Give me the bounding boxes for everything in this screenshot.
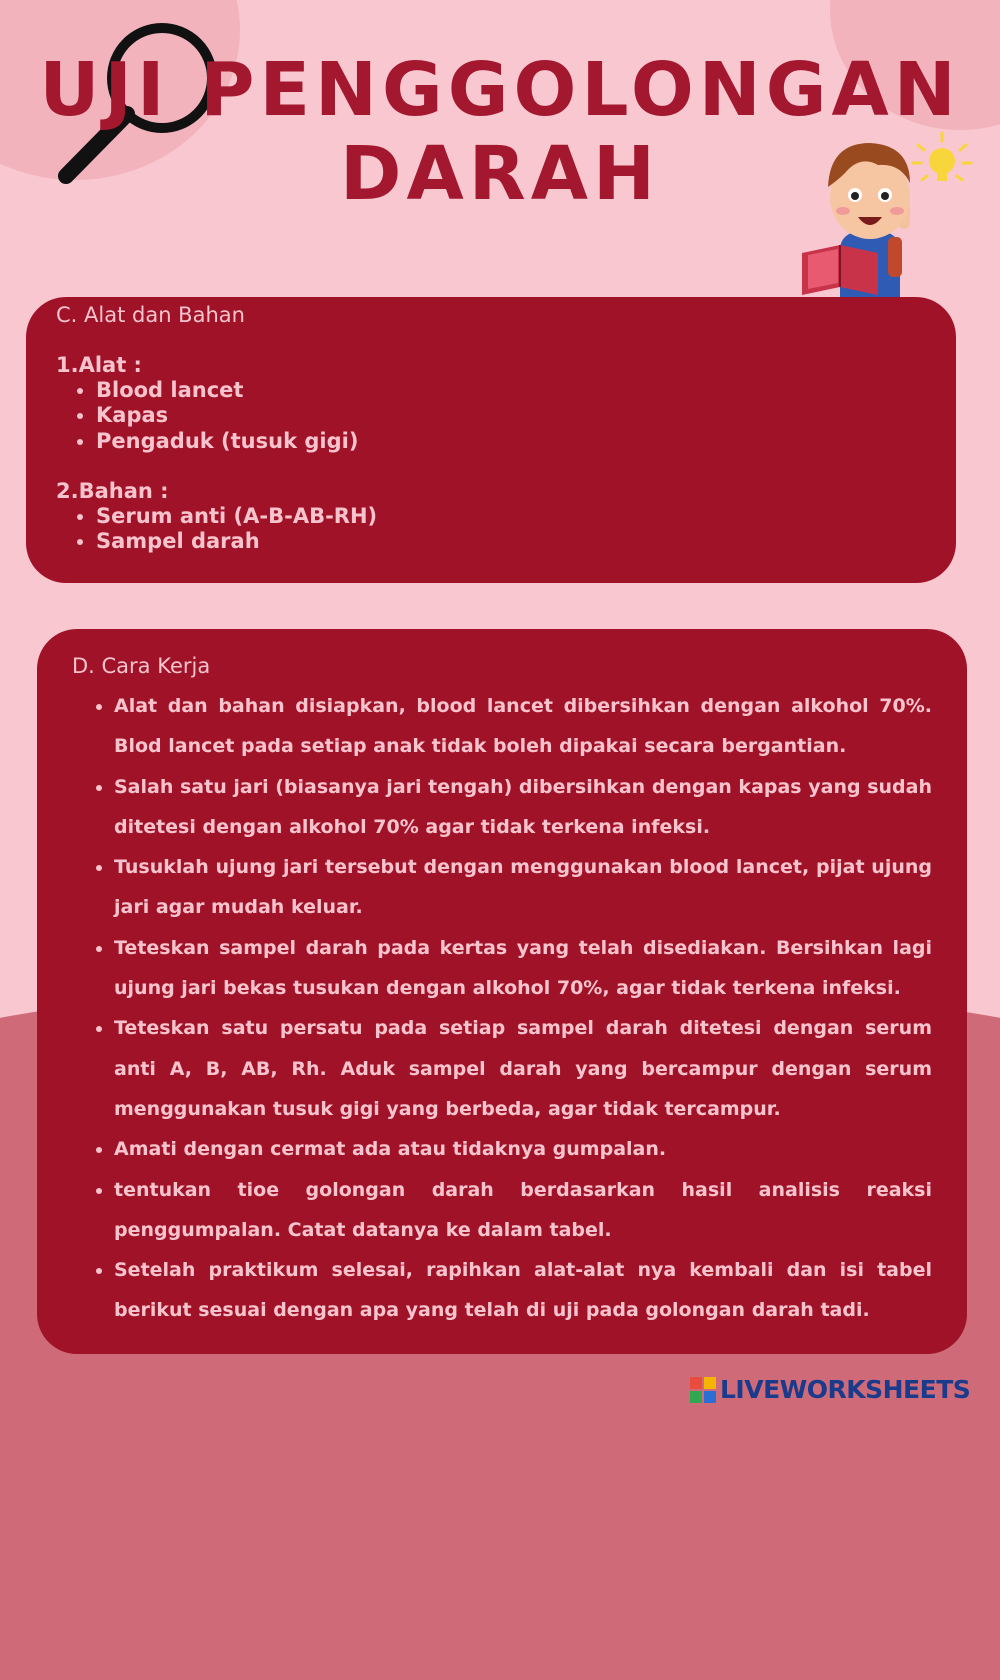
liveworksheets-logo-icon: [690, 1377, 716, 1403]
alat-item: • Kapas: [96, 403, 926, 428]
section-c-heading: C. Alat dan Bahan: [56, 303, 245, 327]
alat-item: • Pengaduk (tusuk gigi): [96, 429, 926, 454]
procedure-step: • Amati dengan cermat ada atau tidaknya gumpalan.: [114, 1129, 932, 1169]
procedure-card: [37, 629, 967, 1354]
liveworksheets-wordmark: LIVEWORKSHEETS: [720, 1375, 971, 1404]
procedure-step: • Salah satu jari (biasanya jari tengah) dibersihkan dengan kapas yang sudah ditetesi dengan alkohol 70% agar tidak terkena infeksi.: [114, 767, 932, 848]
bahan-label: 2.Bahan :: [56, 478, 169, 503]
procedure-step: • Alat dan bahan disiapkan, blood lancet dibersihkan dengan alkohol 70%. Blod lancet pada setiap anak tidak boleh dipakai secara bergantian.: [114, 686, 932, 767]
bahan-list: [56, 504, 926, 555]
section-d-heading: D. Cara Kerja: [72, 654, 211, 678]
alat-item: • Blood lancet: [96, 378, 926, 403]
alat-list: [56, 378, 926, 454]
procedure-steps-list: [72, 686, 932, 1331]
procedure-step: • Teteskan satu persatu pada setiap sampel darah ditetesi dengan serum anti A, B, AB, Rh. Aduk sampel darah yang bercampur dengan serum menggunakan tusuk gigi yang berbeda, agar tidak tercampur.: [114, 1008, 932, 1129]
procedure-step: • Setelah praktikum selesai, rapihkan alat-alat nya kembali dan isi tabel berikut sesuai dengan apa yang telah di uji pada golongan darah tadi.: [114, 1250, 932, 1331]
tools-materials-card: [26, 297, 956, 583]
bahan-item: • Sampel darah: [96, 529, 926, 554]
page-title-line-2: DARAH: [340, 131, 660, 217]
page-title-line-1: UJI PENGGOLONGAN: [39, 47, 961, 133]
procedure-step: • Tusuklah ujung jari tersebut dengan menggunakan blood lancet, pijat ujung jari agar mudah keluar.: [114, 847, 932, 928]
procedure-step: • tentukan tioe golongan darah berdasarkan hasil analisis reaksi penggumpalan. Catat datanya ke dalam tabel.: [114, 1170, 932, 1251]
alat-label: 1.Alat :: [56, 353, 142, 377]
procedure-step: • Teteskan sampel darah pada kertas yang telah disediakan. Bersihkan lagi ujung jari bekas tusukan dengan alkohol 70%, agar tidak terkena infeksi.: [114, 928, 932, 1009]
child-reading-illustration: [800, 125, 985, 300]
lightbulb-icon: [913, 133, 971, 181]
bahan-item: • Serum anti (A-B-AB-RH): [96, 504, 926, 529]
